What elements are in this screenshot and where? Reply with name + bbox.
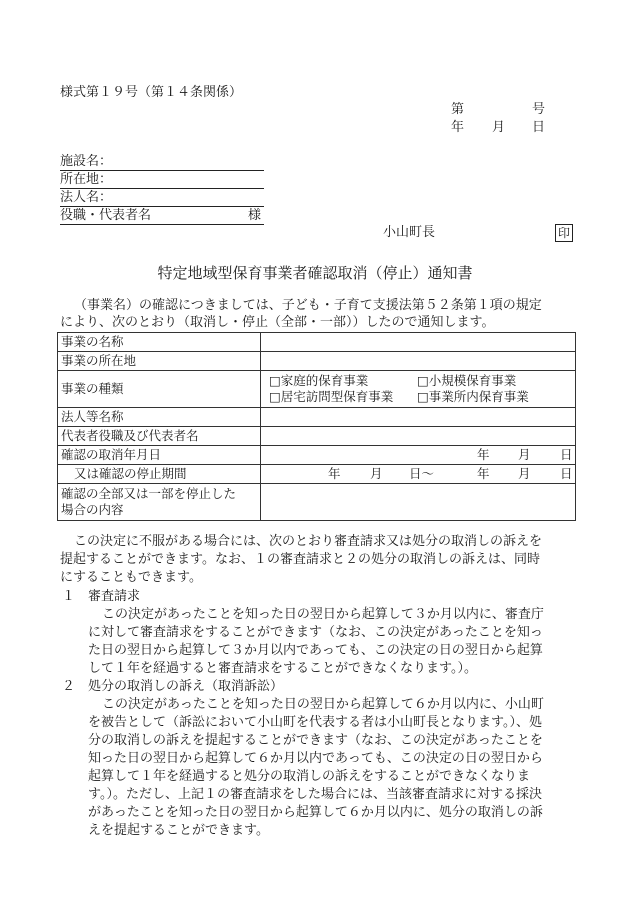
option-home-childcare[interactable]: □家庭的保育事業 bbox=[269, 373, 369, 388]
address-label: 所在地： bbox=[60, 172, 113, 187]
suspend-period-label: 又は確認の停止期間 bbox=[58, 465, 261, 484]
seal-mark: 印 bbox=[555, 224, 573, 242]
corporation-label: 法人名： bbox=[60, 190, 113, 205]
issue-month-label: 月 bbox=[492, 120, 506, 135]
item2-line-5: 起算して１年を経過すると処分の取消しの訴えをすることができなくなりま bbox=[88, 769, 531, 784]
item1-line-4: して１年を経過すると審査請求をすることができなくなります。）。 bbox=[88, 661, 477, 676]
table-row bbox=[58, 446, 576, 465]
item1-line-2: に対して審査請求をすることができます（なお、この決定があったことを知っ bbox=[88, 625, 543, 640]
intro-line-2: により、次のとおり（取消し・停止（全部・一部））したので通知します。 bbox=[60, 315, 495, 330]
rep-title-name-label: 代表者役職及び代表者名 bbox=[58, 427, 261, 446]
item1-line-1: この決定があったことを知った日の翌日から起算して３か月以内に、審査庁 bbox=[102, 607, 544, 622]
representative-label: 役職・代表者名 bbox=[60, 208, 152, 223]
cancel-year-label: 年 bbox=[477, 447, 490, 462]
suspend-end-month-label: 月 bbox=[518, 466, 531, 481]
suspend-period-value bbox=[261, 465, 576, 484]
doc-number-suffix: 号 bbox=[532, 102, 546, 117]
table-row bbox=[58, 427, 576, 446]
suspend-start-year-label: 年 bbox=[328, 466, 341, 481]
partial-suspend-label-line-1: 確認の全部又は一部を停止した bbox=[61, 486, 237, 501]
item2-line-8: えを提起することができます。 bbox=[88, 823, 269, 838]
item2-line-3: 分の取消しの訴えを提起することができます（なお、この決定があったことを bbox=[88, 733, 543, 748]
representative-underline bbox=[60, 224, 264, 225]
corp-name-label: 法人等名称 bbox=[58, 408, 261, 427]
option-workplace-childcare[interactable]: □事業所内保育事業 bbox=[417, 389, 529, 404]
business-name-value bbox=[261, 333, 576, 352]
option-home-visit-childcare[interactable]: □居宅訪問型保育事業 bbox=[269, 389, 394, 404]
issuer-name: 小山町長 bbox=[383, 225, 436, 240]
business-location-label: 事業の所在地 bbox=[58, 352, 261, 371]
option-small-childcare[interactable]: □小規模保育事業 bbox=[417, 373, 517, 388]
form-number: 様式第１９号（第１４条関係） bbox=[60, 85, 243, 100]
cancel-month-label: 月 bbox=[518, 447, 531, 462]
item1-line-3: た日の翌日から起算して３か月以内であっても、この決定の日の翌日から起算 bbox=[88, 643, 543, 658]
table-row bbox=[58, 484, 576, 521]
item2-heading: 処分の取消しの訴え（取消訴訟） bbox=[88, 679, 284, 694]
item1-number: １ bbox=[62, 589, 76, 604]
notice-intro-line-3: にすることもできます。 bbox=[60, 570, 202, 585]
intro-line-1: （事業名）の確認につきましては、子ども・子育て支援法第５２条第１項の規定 bbox=[74, 298, 542, 313]
issue-year-label: 年 bbox=[451, 120, 465, 135]
item2-line-2: を被告として（訴訟において小山町を代表する者は小山町長となります。）、処 bbox=[88, 715, 542, 730]
partial-suspend-label bbox=[58, 484, 261, 521]
document-title: 特定地域型保育事業者確認取消（停止）通知書 bbox=[157, 264, 473, 282]
suspend-end-year-label: 年 bbox=[477, 466, 490, 481]
table-row bbox=[58, 371, 576, 408]
suspend-end-day-label: 日 bbox=[560, 466, 573, 481]
cancel-day-label: 日 bbox=[560, 447, 573, 462]
table-row bbox=[58, 408, 576, 427]
table-row bbox=[58, 352, 576, 371]
doc-number-label: 第 bbox=[451, 102, 465, 117]
issue-day-label: 日 bbox=[532, 120, 546, 135]
business-name-label: 事業の名称 bbox=[58, 333, 261, 352]
suspend-start-month-label: 月 bbox=[370, 466, 383, 481]
item2-line-4: 知った日の翌日から起算して６か月以内であっても、この決定の日の翌日から bbox=[88, 751, 543, 766]
business-type-label: 事業の種類 bbox=[58, 371, 261, 408]
item2-number: ２ bbox=[62, 679, 76, 694]
table-row bbox=[58, 333, 576, 352]
facility-name-label: 施設名： bbox=[60, 154, 113, 169]
table-row bbox=[58, 465, 576, 484]
item2-line-7: があったことを知った日の翌日から起算して６か月以内に、処分の取消しの訴 bbox=[88, 805, 543, 820]
details-table bbox=[57, 332, 576, 521]
cancel-date-value bbox=[261, 446, 576, 465]
item2-line-1: この決定があったことを知った日の翌日から起算して６か月以内に、小山町 bbox=[102, 697, 544, 712]
partial-suspend-label-line-2: 場合の内容 bbox=[61, 502, 124, 517]
partial-suspend-value bbox=[261, 484, 576, 521]
item2-line-6: す。）。ただし、上記１の審査請求をした場合には、当該審査請求に対する採決 bbox=[88, 787, 542, 802]
notice-intro-line-2: 提起することができます。なお、１の審査請求と２の処分の取消しの訴えは、同時 bbox=[60, 552, 540, 567]
rep-title-name-value bbox=[261, 427, 576, 446]
business-location-value bbox=[261, 352, 576, 371]
cancel-date-label: 確認の取消年月日 bbox=[58, 446, 261, 465]
business-type-options bbox=[261, 371, 576, 408]
honorific: 様 bbox=[248, 208, 262, 223]
suspend-start-day-label: 日～ bbox=[409, 466, 435, 481]
notice-intro-line-1: この決定に不服がある場合には、次のとおり審査請求又は処分の取消しの訴えを bbox=[74, 534, 543, 549]
corp-name-value bbox=[261, 408, 576, 427]
item1-heading: 審査請求 bbox=[88, 589, 141, 604]
